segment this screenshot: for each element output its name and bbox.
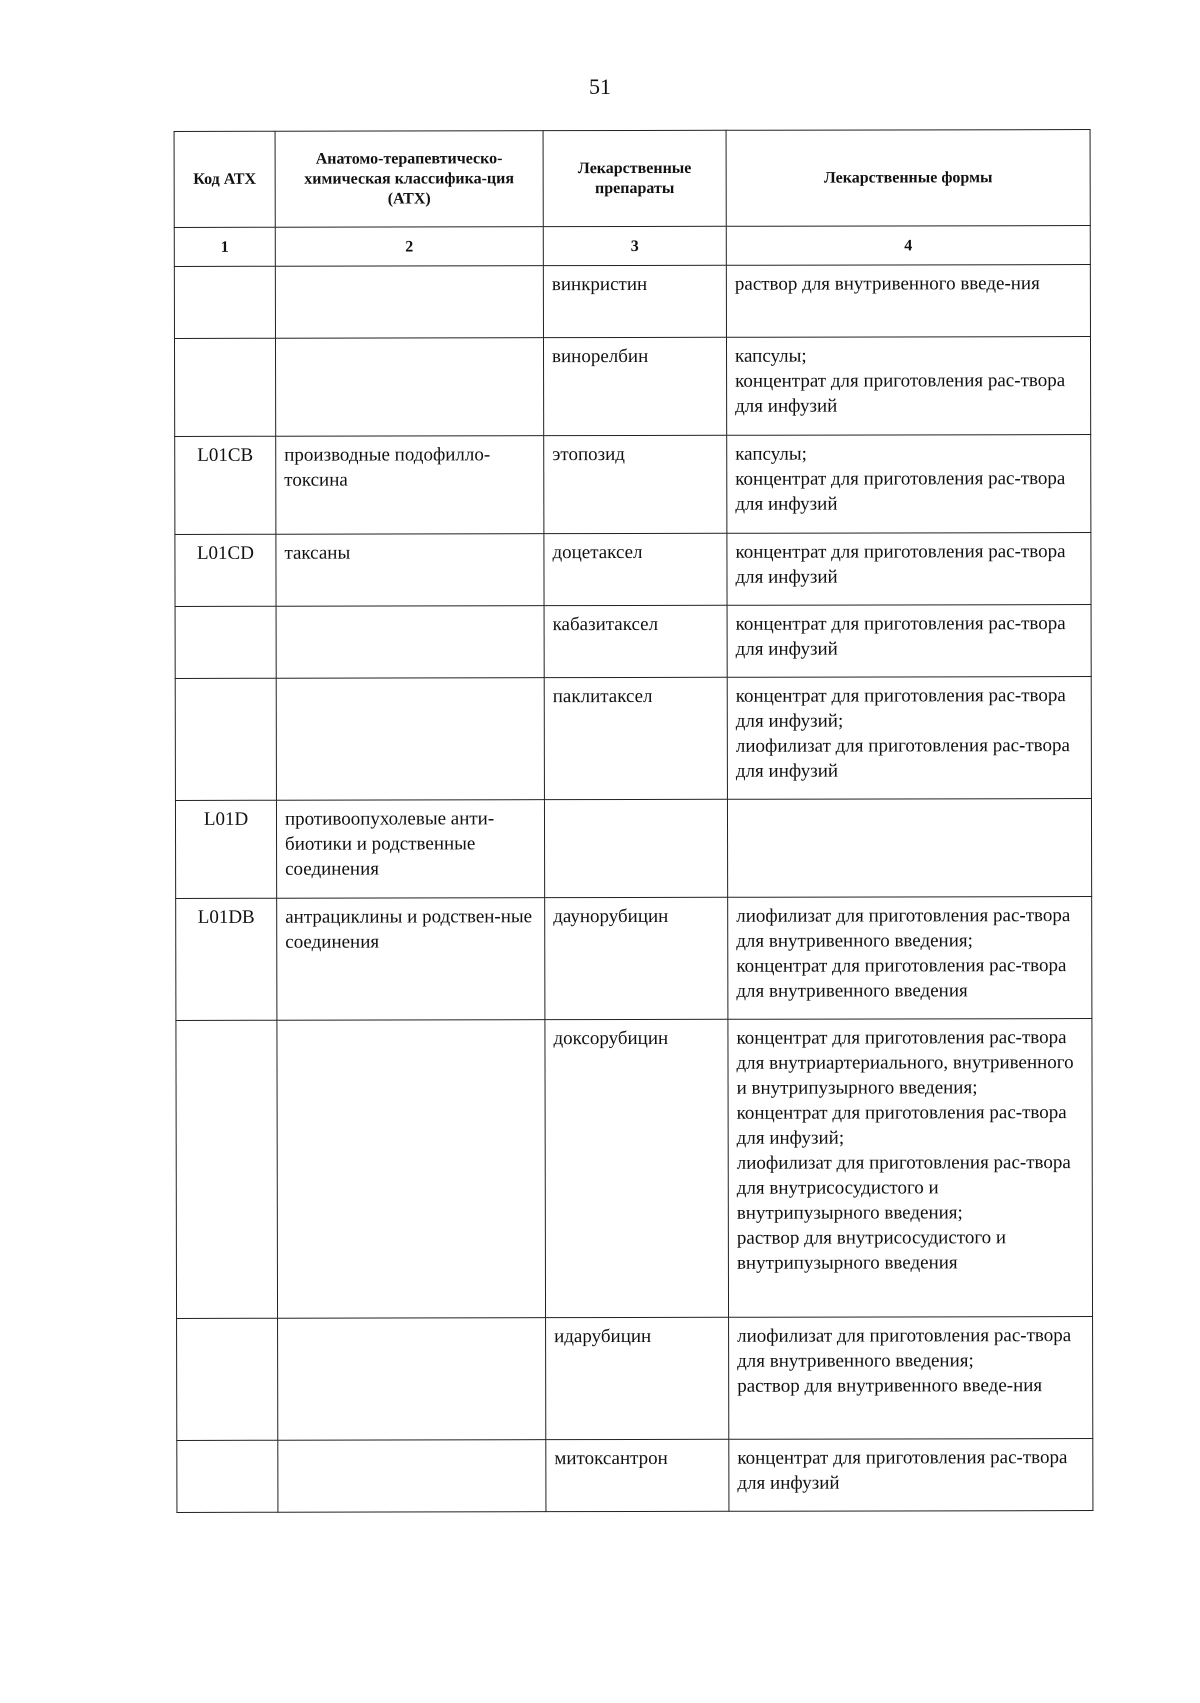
- drug-name-cell: доцетаксел: [544, 533, 727, 605]
- dosage-form-entry: лиофилизат для приготовления рас-твора для внутривенного введения;: [736, 905, 1071, 952]
- table-row: [176, 1019, 1093, 1319]
- atc-classification-cell: [278, 1440, 546, 1513]
- dosage-forms-cell: [726, 265, 1090, 338]
- atc-classification-cell: [276, 606, 544, 679]
- atc-code-cell: [176, 1020, 278, 1318]
- dosage-forms-cell: [729, 1317, 1093, 1440]
- table-row: [175, 435, 1091, 535]
- dosage-form-entry: лиофилизат для приготовления рас-твора для внутрисосудистого и внутрипузырного введения;: [736, 1152, 1071, 1224]
- page-number: 51: [589, 74, 611, 99]
- dosage-form-entry: концентрат для приготовления рас-твора для внутривенного введения: [736, 955, 1067, 1002]
- atc-classification-cell: [278, 1318, 546, 1441]
- dosage-forms-cell: [727, 533, 1091, 606]
- atc-classification-cell: [276, 678, 544, 801]
- atc-code-cell: [177, 1440, 278, 1512]
- dosage-forms-cell: [727, 605, 1091, 678]
- atc-code-cell: [174, 266, 275, 338]
- drug-name-cell: паклитаксел: [544, 677, 727, 799]
- drug-name-cell: даунорубицин: [545, 897, 728, 1019]
- atc-code-cell: L01D: [175, 800, 276, 898]
- drug-name-cell: митоксантрон: [546, 1439, 729, 1511]
- drug-name-cell: доксорубицин: [545, 1019, 729, 1317]
- drug-name-cell: этопозид: [544, 435, 727, 533]
- atc-classification-cell: [277, 1020, 546, 1319]
- table-row: [174, 265, 1090, 339]
- dosage-forms-cell: [729, 1439, 1093, 1512]
- drug-name-cell: винкристин: [543, 265, 726, 337]
- table-row: [177, 1317, 1093, 1441]
- column-number: 2: [275, 227, 543, 267]
- dosage-form-entry: концентрат для приготовления рас-твора для инфузий: [735, 468, 1066, 515]
- table-row: [176, 897, 1092, 1021]
- dosage-forms-cell: [727, 677, 1091, 800]
- dosage-form-entry: концентрат для приготовления рас-твора для инфузий: [735, 613, 1066, 660]
- table-row: [175, 799, 1091, 899]
- table-row: [175, 677, 1091, 801]
- dosage-form-entry: концентрат для приготовления рас-твора для инфузий: [735, 541, 1066, 588]
- dosage-forms-cell: [727, 435, 1091, 534]
- dosage-form-entry: раствор для внутривенного введе-ния: [737, 1375, 1043, 1397]
- atc-code-cell: [177, 1318, 278, 1440]
- atc-classification-cell: производные подофилло-токсина: [276, 436, 544, 535]
- table-row: [177, 1439, 1093, 1513]
- column-number: 3: [543, 226, 726, 265]
- dosage-forms-cell: [728, 1019, 1093, 1318]
- dosage-forms-cell: [728, 897, 1092, 1020]
- dosage-form-entry: концентрат для приготовления рас-твора для внутриартериального, внутривенного и внутрипузырного введения;: [736, 1027, 1074, 1099]
- atc-code-cell: L01CB: [175, 436, 276, 534]
- atc-code-cell: L01CD: [175, 534, 276, 606]
- drug-name-cell: [544, 799, 727, 897]
- atc-code-cell: [175, 606, 276, 678]
- atc-code-cell: L01DB: [176, 898, 277, 1020]
- dosage-form-entry: раствор для внутрисосудистого и внутрипузырного введения: [736, 1227, 1007, 1274]
- dosage-form-entry: капсулы;: [735, 443, 807, 465]
- atc-classification-cell: [275, 338, 543, 437]
- column-number-row: [174, 226, 1090, 267]
- dosage-form-entry: концентрат для приготовления рас-твора для инфузий: [735, 370, 1066, 417]
- table-row: [175, 533, 1091, 607]
- drug-name-cell: идарубицин: [546, 1317, 729, 1439]
- atc-code-cell: [175, 678, 276, 800]
- atc-classification-cell: [275, 266, 543, 339]
- table-row: [175, 605, 1091, 679]
- table-header-row: [174, 130, 1090, 228]
- drug-name-cell: кабазитаксел: [544, 605, 727, 677]
- atc-classification-cell: противоопухолевые анти-биотики и родственные соединения: [276, 800, 544, 899]
- atc-classification-cell: таксаны: [276, 534, 544, 607]
- dosage-form-entry: раствор для внутривенного введе-ния: [734, 273, 1040, 295]
- drug-name-cell: винорелбин: [543, 337, 726, 435]
- atc-code-cell: [174, 338, 275, 436]
- dosage-form-entry: лиофилизат для приготовления рас-твора для внутривенного введения;: [737, 1325, 1072, 1372]
- dosage-form-entry: концентрат для приготовления рас-твора для инфузий;: [736, 1102, 1067, 1149]
- dosage-form-entry: капсулы;: [735, 345, 807, 367]
- dosage-form-entry: лиофилизат для приготовления рас-твора для инфузий: [735, 735, 1070, 782]
- column-number: 1: [174, 227, 275, 266]
- header-atc-classification: Анатомо-терапевтическо-химическая классифика-ция (АТХ): [275, 131, 543, 228]
- atc-classification-cell: антрациклины и родствен-ные соединения: [277, 898, 545, 1021]
- dosage-form-entry: концентрат для приготовления рас-твора для инфузий;: [735, 685, 1066, 732]
- dosage-form-entry: концентрат для приготовления рас-твора для инфузий: [737, 1447, 1068, 1494]
- header-dosage-forms: Лекарственные формы: [726, 130, 1090, 227]
- table-row: [174, 337, 1090, 437]
- dosage-forms-cell: [726, 337, 1090, 436]
- header-atc-code: Код АТХ: [174, 131, 275, 227]
- header-drugs: Лекарственные препараты: [543, 130, 726, 226]
- atc-drug-table: [174, 129, 1094, 1513]
- column-number: 4: [726, 226, 1090, 266]
- dosage-forms-cell: [727, 799, 1091, 898]
